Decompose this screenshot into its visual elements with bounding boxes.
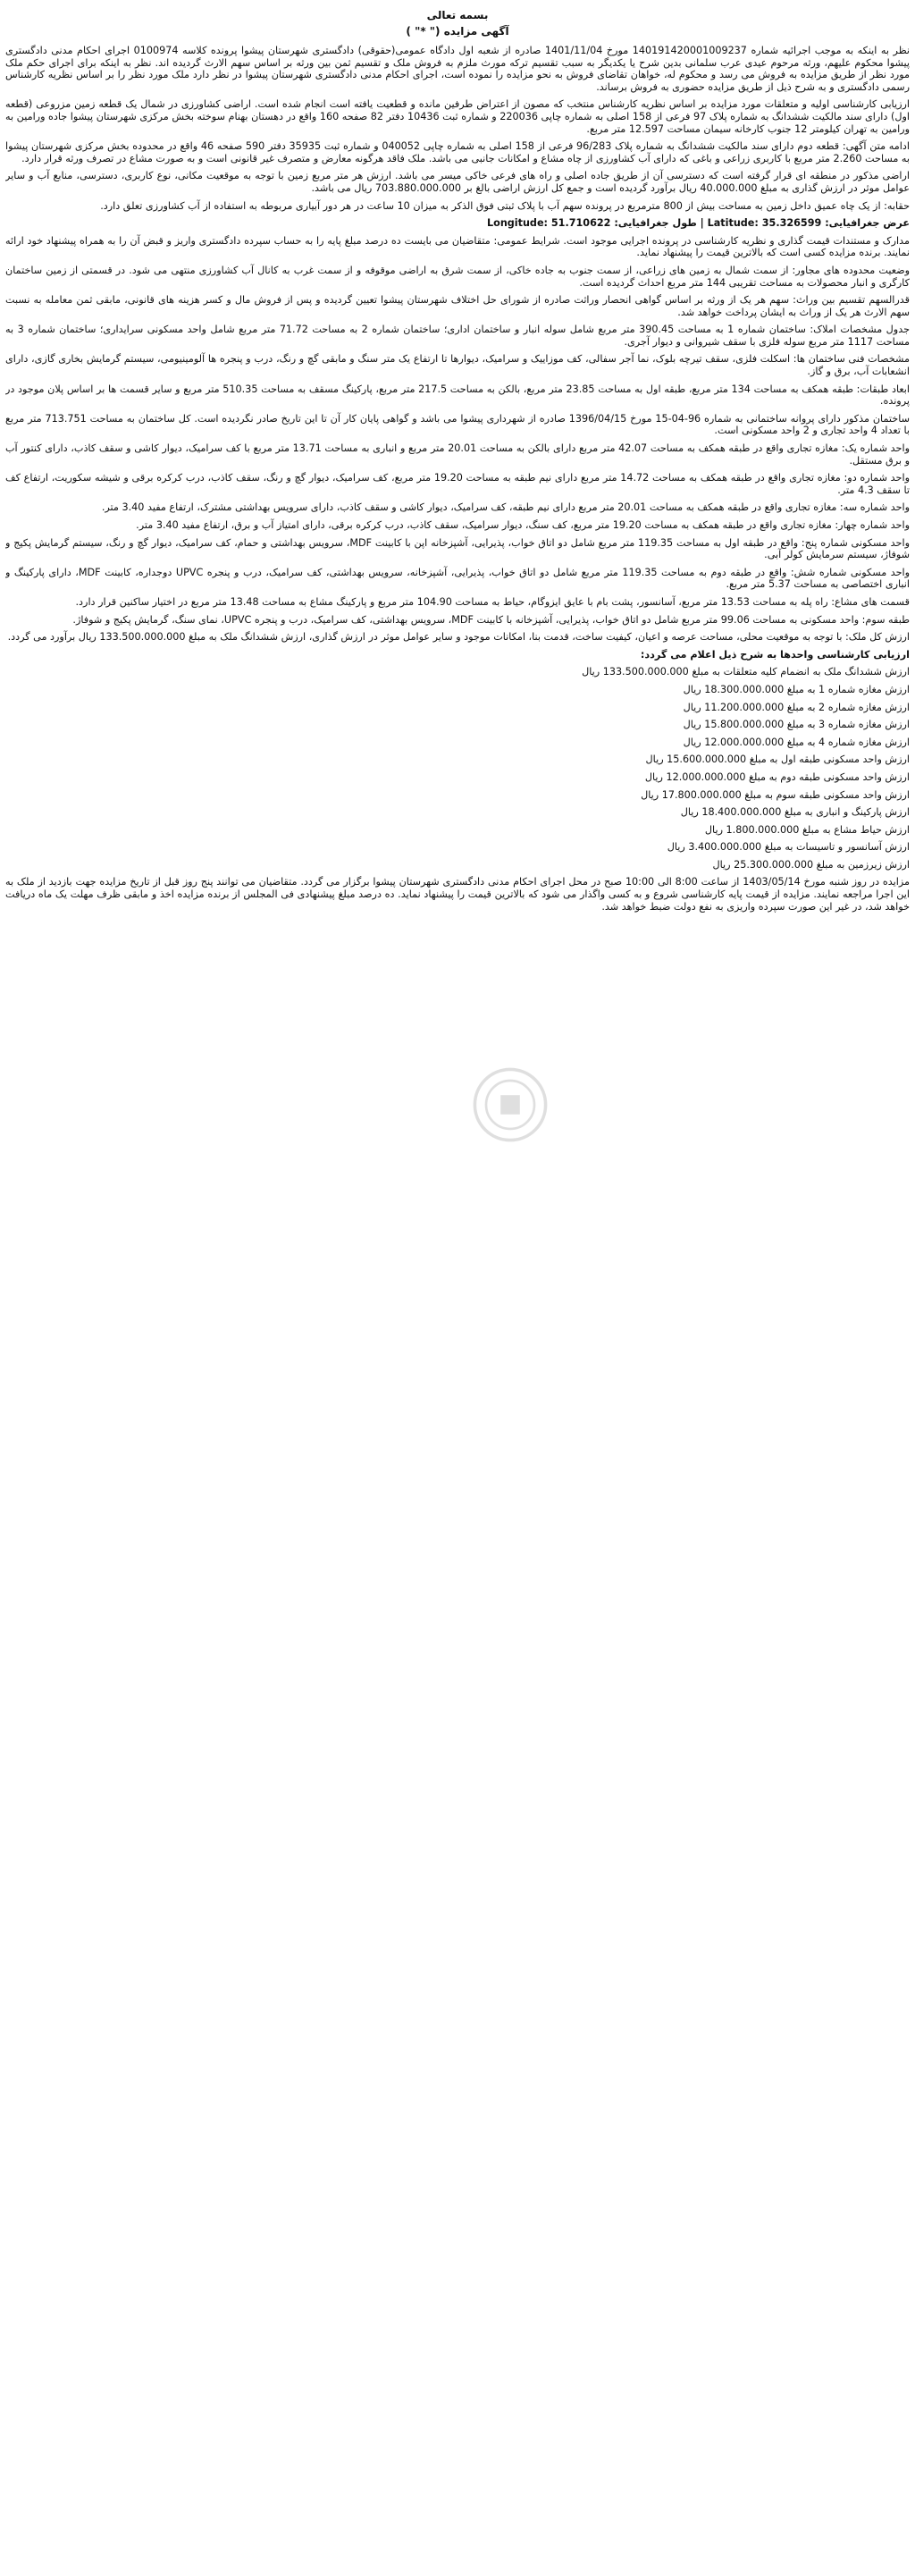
paragraph: طبقه سوم: واحد مسکونی به مساحت 99.06 متر مربع شامل دو اتاق خواب، پذیرایی، آشپزخانه با کابینت MDF، سرویس بهداشتی، کف سرامیک، درب و پنجره UPVC، نمای سنگ، گرمایش پکیج و شوفاژ. — [72, 613, 910, 626]
paragraph: واحد مسکونی شماره پنج: واقع در طبقه اول به مساحت 119.35 متر مربع شامل دو اتاق خواب، پذیرایی، آشپزخانه اپن با کابینت MDF، سرویس بهداشتی و حمام، کف سرامیک، دیوار گچ و رنگ، سیستم گرمایش پکیج و شوفاژ، سیستم سرمایش کولر آبی. — [5, 536, 910, 561]
paragraph: مشخصات فنی ساختمان ها: اسکلت فلزی، سقف تیرچه بلوک، نما آجر سفالی، کف موزاییک و سرامیک، دیوارها تا ارتفاع یک متر سنگ و مابقی گچ و رنگ، درب و پنجره ها آلومینیومی، سیستم گرمایش بخاری گازی، دارای انشعابات آب، برق و گاز. — [5, 353, 910, 378]
valuation-row: ارزش حیاط مشاع به مبلغ 1.800.000.000 ریال — [704, 823, 910, 836]
notice-body — [5, 45, 910, 913]
notice-header — [5, 9, 910, 38]
paragraph: قسمت های مشاع: راه پله به مساحت 13.53 متر مربع، آسانسور، پشت بام با عایق ایزوگام، حیاط به مساحت 104.90 متر مربع و پارکینگ مشاع به مساحت 13.48 متر مربع در اختیار ساکنین قرار دارد. — [75, 595, 910, 608]
paragraph: اراضی مذکور در منطقه ای قرار گرفته است که دسترسی آن از طریق جاده اصلی و راه های فرعی خاکی میسر می باشد. ارزش هر متر مربع زمین با توجه به موقعیت مکانی، نوع کاربری، دسترسی، منابع آب و سایر عوامل موثر در ارزش گذاری به مبلغ 40.000.000 ریال برآورد گردیده است و جمع کل ارزش اراضی بالغ بر 703.880.000.000 ریال می باشد. — [5, 170, 910, 194]
paragraph: واحد شماره دو: مغازه تجاری واقع در طبقه همکف به مساحت 14.72 متر مربع دارای نیم طبقه به مساحت 19.20 متر مربع، کف سرامیک، دیوار گچ و رنگ، سقف کاذب، درب کرکره برقی و شیشه سکوریت، ارتفاع کف تا سقف 4.3 متر. — [5, 472, 910, 496]
paragraph: ساختمان مذکور دارای پروانه ساختمانی به شماره 96-04-15 مورخ 1396/04/15 صادره از شهرداری پیشوا می باشد و گواهی پایان کار آن تا این تاریخ صادر نگردیده است. کل ساختمان به مساحت 713.751 متر مربع با تعداد 4 واحد تجاری و 2 واحد مسکونی است. — [5, 412, 910, 437]
valuation-heading: ارزیابی کارشناسی واحدها به شرح ذیل اعلام می گردد: — [640, 648, 910, 661]
valuation-row: ارزش زیرزمین به مبلغ 25.300.000.000 ریال — [712, 858, 910, 871]
valuation-row: ارزش ششدانگ ملک به انضمام کلیه متعلقات به مبلغ 133.500.000.000 ریال — [582, 666, 910, 678]
footer-paragraph: مزایده در روز شنبه مورخ 1403/05/14 از ساعت 8:00 الی 10:00 صبح در محل اجرای احکام مدنی دادگستری شهرستان پیشوا برگزار می گردد. متقاضیان می توانند پنج روز قبل از تاریخ مزایده جهت بازدید از ملک به این اجرا مراجعه نمایند. مزایده از قیمت پایه کارشناسی شروع و به کسی واگذار می شود که بالاترین قیمت را پیشنهاد نماید. ده درصد مبلغ پیشنهادی فی المجلس از برنده مزایده اخذ و مابقی ظرف مهلت یک ماه دریافت خواهد شد، در غیر این صورت سپرده واریزی به نفع دولت ضبط خواهد شد. — [5, 876, 910, 913]
valuation-row: ارزش مغازه شماره 4 به مبلغ 12.000.000.000 ریال — [683, 736, 910, 748]
paragraph: جدول مشخصات املاک: ساختمان شماره 1 به مساحت 390.45 متر مربع شامل سوله انبار و ساختمان اداری؛ ساختمان شماره 2 به مساحت 71.72 متر مربع شامل واحد مسکونی سرایداری؛ ساختمان شماره 3 به مساحت 1117 متر مربع سوله فلزی با سقف شیروانی و دیوار آجری. — [5, 324, 910, 348]
watermark-logo-icon — [470, 1065, 550, 1145]
coordinates: عرض جغرافیایی: Latitude: 35.326599 | طول جغرافیایی: Longitude: 51.710622 — [487, 217, 910, 230]
notice-page — [5, 5, 910, 2571]
paragraph: ارزش کل ملک: با توجه به موقعیت محلی، مساحت عرصه و اعیان، کیفیت ساخت، قدمت بنا، امکانات موجود و سایر عوامل موثر در ارزش گذاری، ارزش ششدانگ ملک به مبلغ 133.500.000.000 ریال برآورد می گردد. — [7, 631, 910, 644]
paragraph: نظر به اینکه به موجب اجرائیه شماره 140191420001009237 مورخ 1401/11/04 صادره از شعبه اول دادگاه عمومی(حقوقی) دادگستری شهرستان پیشوا پرونده کلاسه 0100974 اجرای احکام مدنی دادگستری پیشوا محکوم علیهم، ورثه مرحوم عیدی عرب سلمانی بدین شرح یا یکدیگر به سبب تقسیم ترکه مورث ملزم به فروش ملک و تقسیم ثمن بین ورثه بر اساس سهم الارث گردیده اند. نظر به اینکه برای اجرای حکم ملک مورد نظر از طریق مزایده به فروش می رسد و محکوم له، خواهان تقاضای فروش به نحو مزایده را نموده است، اجرای احکام مدنی دادگستری شهرستان پیشوا در نظر دارد ملک مورد نظر را بر اساس نظریه کارشناس رسمی دادگستری و به شرح ذیل از طریق مزایده حضوری به فروش برساند. — [5, 45, 910, 93]
paragraph: واحد شماره سه: مغازه تجاری واقع در طبقه همکف به مساحت 20.01 متر مربع دارای نیم طبقه، کف سرامیک، دیوار کاشی و سقف کاذب، دارای سرویس بهداشتی مشترک، ارتفاع مفید 3.40 متر. — [101, 501, 910, 514]
valuation-row: ارزش آسانسور و تاسیسات به مبلغ 3.400.000.000 ریال — [667, 841, 910, 854]
paragraph: حقابه: از یک چاه عمیق داخل زمین به مساحت بیش از 800 مترمربع در پرونده سهم آب با پلاک ثبتی فوق الذکر به میزان 10 ساعت در هر دور آبیاری مربوطه به استفاده از آب کشاورزی تعلق دارد. — [100, 199, 910, 212]
paragraph: مدارک و مستندات قیمت گذاری و نظریه کارشناسی در پرونده اجرایی موجود است. شرایط عمومی: متقاضیان می بایست ده درصد مبلغ پایه را به حساب سپرده دادگستری واریز و قبض آن را به همراه پیشنهاد خود ارائه نمایند. برنده مزایده کسی است که بالاترین قیمت را پیشنهاد نماید. — [5, 234, 910, 259]
valuation-row: ارزش مغازه شماره 3 به مبلغ 15.800.000.000 ریال — [683, 719, 910, 731]
paragraph: ادامه متن آگهی: قطعه دوم دارای سند مالکیت ششدانگ به شماره پلاک 96/283 فرعی از 158 اصلی به شماره چاپی 040052 و شماره ثبت 35935 دفتر 590 صفحه 46 واقع در محدوده بخش مرکزی شهرستان پیشوا به مساحت 2.260 متر مربع با کاربری زراعی و باغی که دارای آب کشاورزی از چاه مشاع و امکانات جانبی می باشد. ملک فاقد هرگونه معارض و متصرف غیر قانونی است و به صورت مشاع در تصرف ورثه قرار دارد. — [5, 140, 910, 164]
paragraph: واحد مسکونی شماره شش: واقع در طبقه دوم به مساحت 119.35 متر مربع شامل دو اتاق خواب، پذیرایی، آشپزخانه، سرویس بهداشتی، کف سرامیک، درب و پنجره UPVC دوجداره، کابینت MDF، دارای پارکینگ و انباری اختصاصی به مساحت 5.37 متر مربع. — [5, 566, 910, 591]
paragraph: قدرالسهم تقسیم بین وراث: سهم هر یک از ورثه بر اساس گواهی انحصار وراثت صادره از شورای حل اختلاف شهرستان پیشوا تعیین گردیده و پس از فروش مال و کسر هزینه های قانونی، مابقی ثمن معامله به نسبت سهم الارث هر یک از وراث به ایشان پرداخت خواهد شد. — [5, 294, 910, 318]
notice-subtitle: آگهی مزایده (" *" ) — [406, 25, 509, 38]
paragraph: ابعاد طبقات: طبقه همکف به مساحت 134 متر مربع، طبقه اول به مساحت 23.85 متر مربع، بالکن به مساحت 217.5 متر مربع، پارکینگ مسقف به مساحت 510.35 متر مربع و سایر قسمت ها بر اساس پلان موجود در پرونده. — [5, 383, 910, 408]
valuation-row: ارزش مغازه شماره 1 به مبلغ 18.300.000.000 ریال — [683, 683, 910, 695]
valuation-row: ارزش پارکینگ و انباری به مبلغ 18.400.000.000 ریال — [680, 806, 910, 819]
valuation-row: ارزش واحد مسکونی طبقه سوم به مبلغ 17.800.000.000 ریال — [641, 788, 910, 801]
notice-title: بسمه تعالی — [426, 9, 489, 21]
paragraph: واحد شماره چهار: مغازه تجاری واقع در طبقه همکف به مساحت 19.20 متر مربع، کف سنگ، دیوار سرامیک، سقف کاذب، درب کرکره برقی، دارای امتیاز آب و برق، ارتفاع مفید 3.40 متر. — [136, 519, 910, 531]
valuation-row: ارزش واحد مسکونی طبقه دوم به مبلغ 12.000.000.000 ریال — [644, 770, 910, 783]
paragraph: وضعیت محدوده های مجاور: از سمت شمال به زمین های زراعی، از سمت جنوب به جاده خاکی، از سمت شرق به اراضی موقوفه و از سمت غرب به کانال آب کشاورزی منتهی می شود. در قسمتی از زمین ساختمان کارگری و انبار محصولات به مساحت تقریبی 144 متر مربع احداث گردیده است. — [5, 264, 910, 289]
valuation-row: ارزش واحد مسکونی طبقه اول به مبلغ 15.600.000.000 ریال — [645, 753, 910, 766]
valuation-row: ارزش مغازه شماره 2 به مبلغ 11.200.000.000 ریال — [683, 701, 910, 713]
paragraph: ارزیابی کارشناسی اولیه و متعلقات مورد مزایده بر اساس نظریه کارشناس منتخب که مصون از اعتراض طرفین مانده و قطعیت یافته است انجام شده است. اراضی کشاورزی در شمال یک قطعه زمین مزروعی (قطعه اول) دارای سند مالکیت ششدانگ به شماره پلاک 97 فرعی از 158 اصلی به شماره چاپی 220036 و شماره ثبت 10436 دفتر 82 صفحه 160 واقع در دهستان بهنام سوخته بخش مرکزی شهرستان پیشوا جاده ورامین به ورامین به تهران کیلومتر 12 جنوب کارخانه سیمان مساحت 12.597 متر مربع. — [5, 98, 910, 135]
paragraph: واحد شماره یک: مغازه تجاری واقع در طبقه همکف به مساحت 42.07 متر مربع دارای بالکن به مساحت 20.01 متر مربع و انباری به مساحت 13.71 متر مربع با کف سرامیک، دیوار کاشی و سقف کاذب، دارای کنتور آب و برق مستقل. — [5, 442, 910, 467]
